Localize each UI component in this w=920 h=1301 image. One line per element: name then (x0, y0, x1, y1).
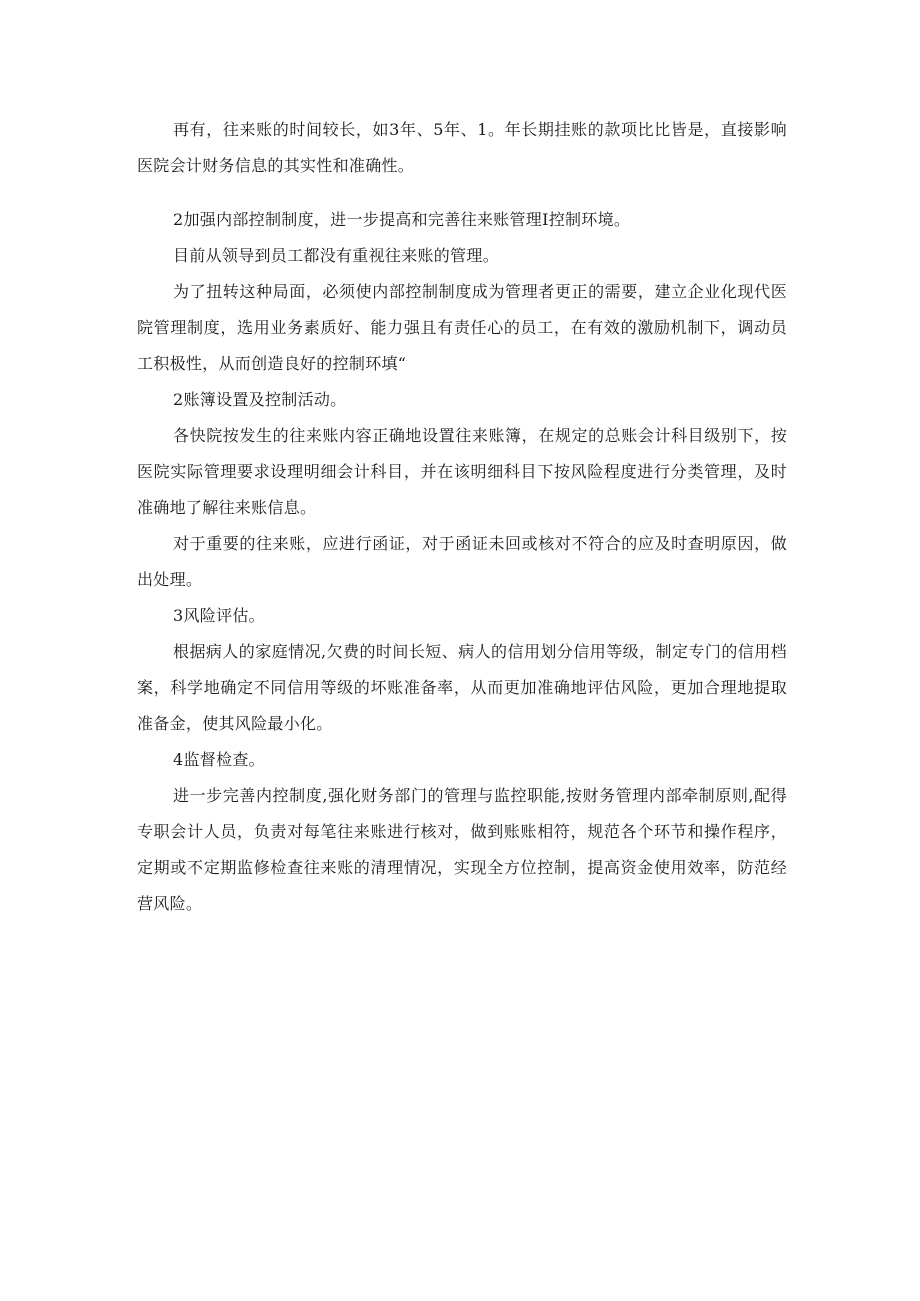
paragraph-supervision: 进一步完善内控制度,强化财务部门的管理与监控职能,按财务管理内部牵制原则,配得专职会计人员，负责对每笔往来账进行核对，做到账账相符，规范各个环节和操作程序，定期或不定期监修检查往来账的清理情况，实现全方位控制，提高资金使用效率，防范经营风险。 (137, 786, 787, 913)
heading-supervision: 4监督检查。 (173, 750, 265, 769)
paragraph-intro: 再有，往来账的时间较长，如3年、5年、1。年长期挂账的款项比比皆是，直接影响医院会计财务信息的其实性和准确性。 (137, 120, 787, 175)
paragraph-ledger-setup: 各快院按发生的往来账内容正确地设置往来账簿，在规定的总账会计科目级别下，按医院实际管理要求设理明细会计科目，并在该明细科目下按风险程度进行分类管理，及时准确地了解往来账信息。 (137, 426, 787, 517)
paragraph-risk-assessment: 根据病人的家庭情况,欠费的时间长短、病人的信用划分信用等级，制定专门的信用档案，科学地确定不同信用等级的坏账准备率，从而更加准确地评估风险，更加合理地提取准备金，使其风险最小化。 (137, 642, 787, 733)
heading-ledger-setup: 2账簿设置及控制活动。 (173, 390, 347, 409)
heading-risk-assessment: 3风险评估。 (173, 606, 265, 625)
paragraph-current-state: 目前从领导到员工都没有重视往来账的管理。 (173, 246, 500, 265)
paragraph-control-environment: 为了扭转这种局面，必须使内部控制制度成为管理者更正的需要，建立企业化现代医院管理制度，选用业务素质好、能力强且有责任心的员工，在有效的激励机制下，调动员工积极性，从而创造良好的控制环填“ (137, 282, 787, 373)
heading-internal-control: 2加强内部控制制度，进一步提高和完善往来账管理I控制环境。 (173, 210, 631, 229)
paragraph-confirmation: 对于重要的往来账，应进行函证，对于函证未回或核对不符合的应及时查明原因，做出处理。 (137, 534, 787, 589)
document-body (137, 112, 787, 922)
